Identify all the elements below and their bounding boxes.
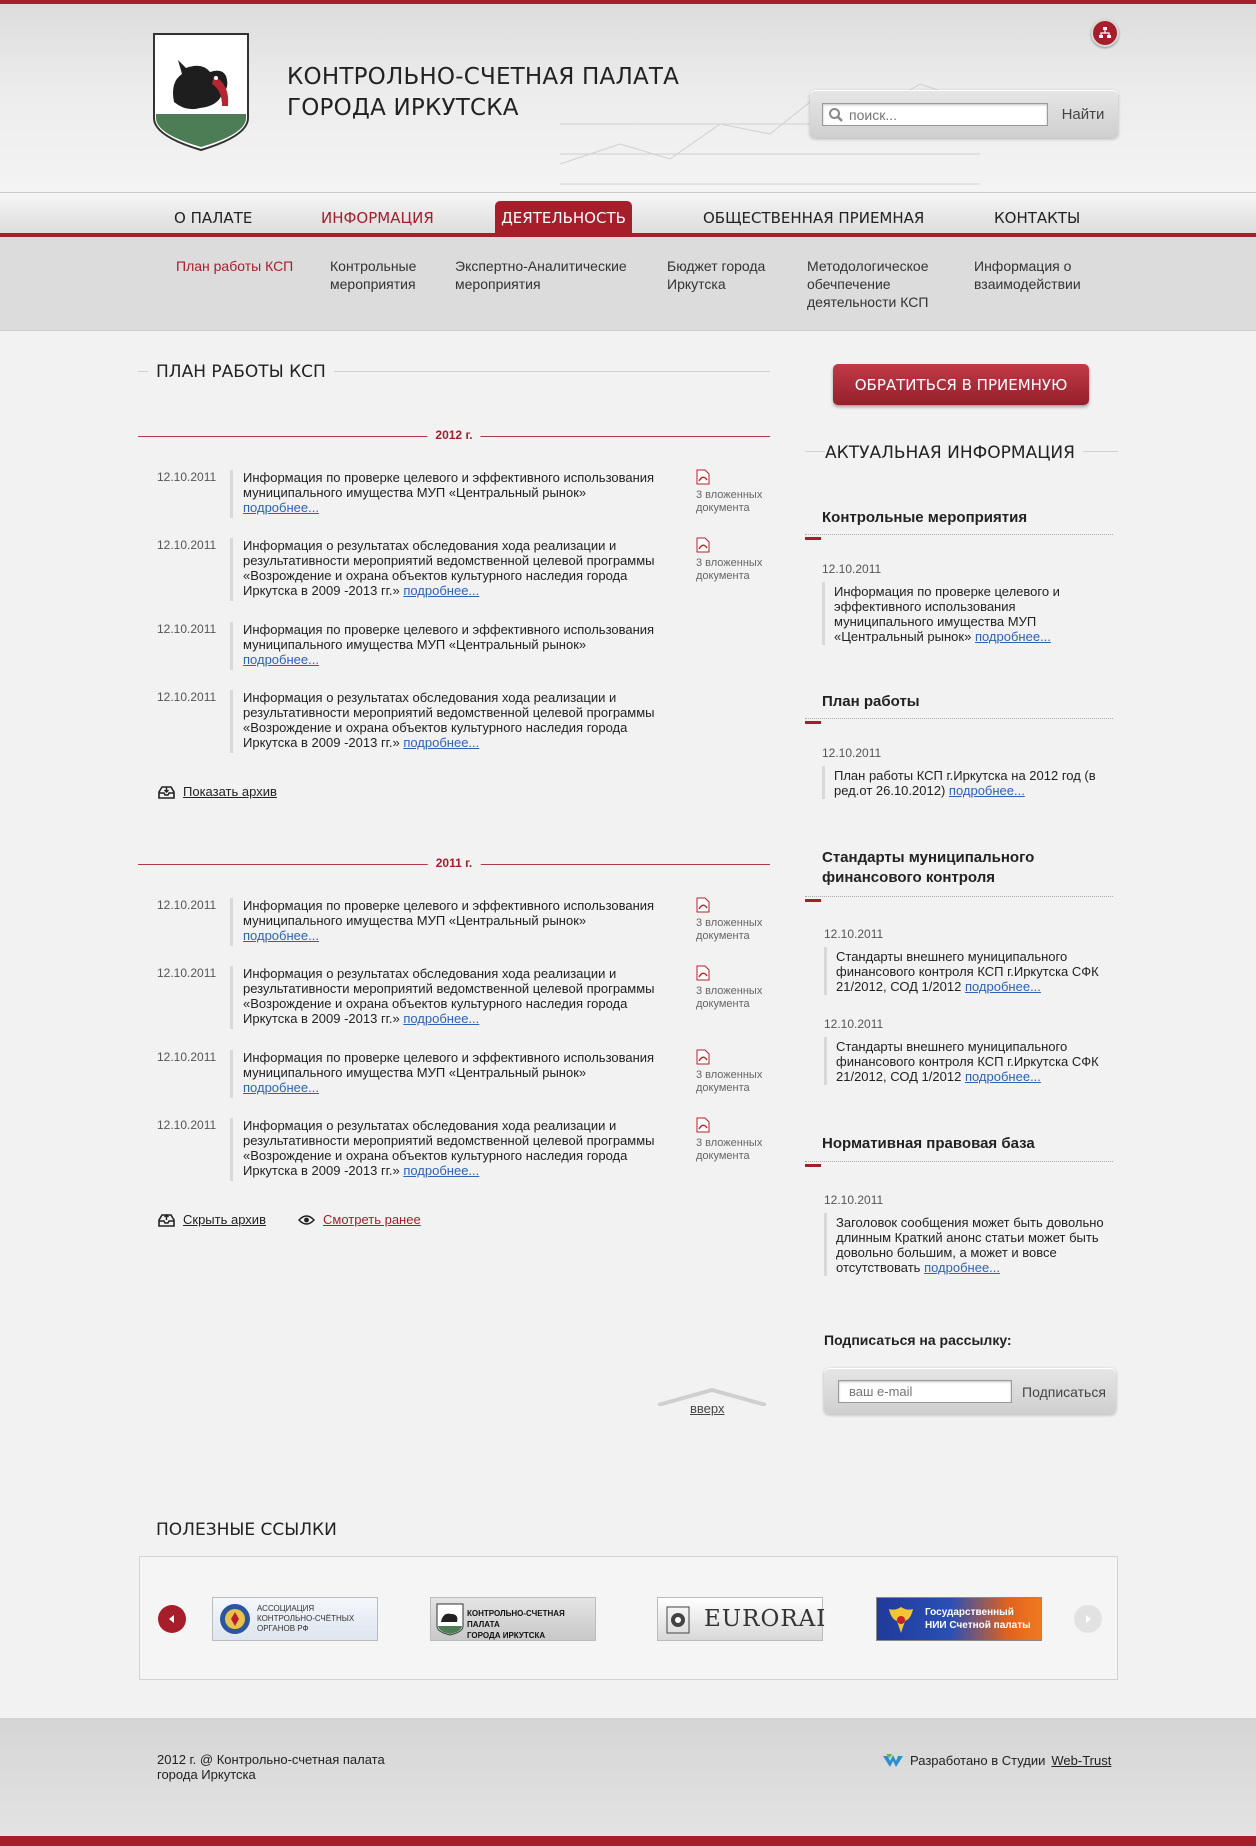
sidebar-entry-body: Стандарты внешнего муниципального финансового контроля КСП г.Иркутска СФК 21/2012, СОД 1/2012 [836,949,1099,994]
doc-bar [230,622,233,670]
carousel-next-button[interactable] [1074,1605,1102,1633]
attachments-count: 3 вложенных документа [696,557,763,582]
nav-item-contacts[interactable]: КОНТАКТЫ [994,209,1081,227]
doc-text [243,966,663,1026]
hide-archive-label: Скрыть архив [183,1212,266,1227]
sidebar-section-divider [805,896,1113,897]
doc-bar [230,898,233,946]
pdf-icon[interactable] [696,965,710,981]
more-link[interactable]: подробнее... [924,1260,1001,1275]
sidebar-entry-text [834,584,1114,644]
carousel-prev-button[interactable] [158,1605,186,1633]
sidebar-section-divider [805,534,1113,535]
sidebar-section-divider [805,718,1113,719]
sidebar-entry-body: Стандарты внешнего муниципального финансового контроля КСП г.Иркутска СФК 21/2012, СОД 1/2012 [836,1039,1099,1084]
ksp-logo-text: КОНТРОЛЬНО-СЧЕТНАЯ ПАЛАТА ГОРОДА ИРКУТСКА [467,1609,565,1640]
subscribe-box [824,1368,1116,1414]
subnav-item-budget[interactable]: Бюджет города Иркутска [667,258,766,292]
doc-date: 12.10.2011 [157,470,217,484]
attachments-count: 3 вложенных документа [696,917,763,942]
sidebar-entry-body: План работы КСП г.Иркутска на 2012 год (в ред.от 26.10.2012) [834,768,1096,798]
footer-copyright-line2: города Иркутска [157,1767,256,1782]
city-crest-icon[interactable] [152,32,250,152]
sidebar-section-marker [805,1164,821,1167]
more-link[interactable]: подробнее... [403,1011,480,1026]
page-title: ПЛАН РАБОТЫ КСП [148,362,334,382]
logo-ksp-irkutsk[interactable] [430,1597,596,1641]
sidebar-entry-bar [824,1037,827,1085]
logo-nii[interactable] [876,1597,1042,1641]
doc-date: 12.10.2011 [157,622,217,636]
doc-text [243,690,663,750]
doc-date: 12.10.2011 [157,1118,217,1132]
logo-eurorai[interactable] [657,1597,827,1641]
more-link[interactable]: подробнее... [243,928,319,943]
attachments-count: 3 вложенных документа [696,489,763,514]
more-link[interactable]: подробнее... [243,1080,319,1095]
search-button[interactable]: Найти [1054,103,1112,126]
subnav-item-expert[interactable]: Экспертно-Аналитические мероприятия [455,258,627,292]
bottom-accent-line [0,1836,1256,1846]
sidebar-entry-date: 12.10.2011 [824,1017,884,1031]
site-title-line1: КОНТРОЛЬНО-СЧЕТНАЯ ПАЛАТА [287,64,680,90]
footer-developer [882,1752,1111,1768]
doc-bar [230,470,233,518]
subnav-item-methodology[interactable]: Методологическое обечпечение деятельности КСП [807,258,929,310]
doc-date: 12.10.2011 [157,966,217,980]
sidebar-title: АКТУАЛЬНАЯ ИНФОРМАЦИЯ [825,443,1083,463]
site-title-line2: ГОРОДА ИРКУТСКА [287,95,519,121]
doc-date: 12.10.2011 [157,898,217,912]
sidebar-entry-text [836,949,1116,994]
doc-text-body: Информация о результатах обследования хода реализации и результативности мероприятий ведомственной целевой программы «Возрождение и охрана объектов культурного наследия города Иркутска в 2009 -2013 гг.» [243,538,655,598]
more-link[interactable]: подробнее... [243,500,319,515]
subscribe-email-input[interactable] [838,1380,1012,1403]
subscribe-label: Подписаться на рассылку: [824,1332,1012,1348]
year-divider-2012 [138,428,770,442]
arrow-right-icon [1083,1614,1093,1624]
nav-item-information[interactable]: ИНФОРМАЦИЯ [321,209,434,227]
web-trust-link[interactable]: Web-Trust [1051,1752,1112,1768]
pdf-icon[interactable] [696,469,710,485]
doc-text-body: Информация о результатах обследования хода реализации и результативности мероприятий ведомственной целевой программы «Возрождение и охрана объектов культурного наследия города Иркутска в 2009 -2013 гг.» [243,1118,655,1178]
hide-archive-link[interactable] [158,1212,266,1227]
sidebar-section-marker [805,537,821,540]
subnav-item-interaction[interactable]: Информация о взаимодействии [974,258,1081,292]
sidebar-entry-text [836,1039,1116,1084]
sidebar-section-marker [805,899,821,902]
doc-bar [230,1050,233,1098]
sitemap-icon [1098,26,1112,40]
archive-icon [158,785,175,799]
doc-text [243,470,663,515]
doc-bar [230,966,233,1029]
association-emblem-icon [219,1603,251,1635]
doc-text-body: Информация о результатах обследования хода реализации и результативности мероприятий ведомственной целевой программы «Возрождение и охрана объектов культурного наследия города Иркутска в 2009 -2013 гг.» [243,966,655,1026]
doc-text-body: Информация по проверке целевого и эффективного использования муниципального имущества МУП «Центральный рынок» [243,1050,655,1080]
association-logo-text: АССОЦИАЦИЯ КОНТРОЛЬНО-СЧЁТНЫХ ОРГАНОВ РФ [257,1604,355,1633]
year-label: 2012 г. [427,428,480,442]
sidebar-section-heading[interactable]: Стандарты муниципального финансового контроля [822,849,1035,886]
sub-nav [0,237,1256,331]
search-input[interactable] [822,103,1048,126]
sidebar-section-divider [805,1161,1113,1162]
double-eagle-icon [885,1603,917,1637]
sidebar-entry-bar [824,1213,827,1276]
sidebar-entry-bar [824,947,827,995]
useful-links-carousel [139,1556,1118,1680]
attachments-count: 3 вложенных документа [696,1069,763,1094]
web-trust-logo-icon [882,1752,904,1768]
doc-bar [230,538,233,601]
eye-icon [298,1214,315,1226]
doc-text-body: Информация по проверке целевого и эффективного использования муниципального имущества МУП «Центральный рынок» [243,898,655,928]
sidebar-entry-date: 12.10.2011 [824,927,884,941]
sidebar-entry-body: Информация по проверке целевого и эффективного использования муниципального имущества МУП «Центральный рынок» [834,584,1060,644]
logo-association[interactable] [212,1597,378,1641]
sidebar-entry-bar [822,582,825,645]
footer-copyright-line1: 2012 г. @ Контрольно-счетная палата [157,1752,385,1767]
doc-bar [230,690,233,753]
pdf-icon[interactable] [696,897,710,913]
year-label: 2011 г. [428,856,481,870]
sidebar-section-heading[interactable]: Нормативная правовая база [822,1135,1035,1152]
doc-text [243,898,663,943]
nii-logo-text: Государственный НИИ Счетной палаты [925,1607,1031,1631]
site-title[interactable] [287,62,679,124]
footer-copyright [157,1752,385,1782]
attachments-count: 3 вложенных документа [696,1137,763,1162]
arrow-left-icon [167,1614,177,1624]
pdf-icon[interactable] [696,1049,710,1065]
more-link[interactable]: подробнее... [974,629,1051,644]
see-earlier-label: Смотреть ранее [323,1212,421,1227]
more-link[interactable]: подробнее... [403,735,480,750]
doc-date: 12.10.2011 [157,538,217,552]
see-earlier-link[interactable] [298,1212,421,1227]
doc-text [243,1118,663,1178]
back-to-top[interactable] [656,1388,768,1418]
attachments-count: 3 вложенных документа [696,985,763,1010]
sidebar-entry-date: 12.10.2011 [822,746,882,760]
subnav-item-work-plan[interactable]: План работы КСП [176,258,294,274]
more-link[interactable]: подробнее... [964,1069,1041,1084]
contact-reception-button[interactable]: ОБРАТИТЬСЯ В ПРИЕМНУЮ [833,364,1089,405]
pdf-icon[interactable] [696,1117,710,1133]
doc-date: 12.10.2011 [157,1050,217,1064]
nav-item-activity[interactable]: ДЕЯТЕЛЬНОСТЬ [495,201,632,235]
doc-text [243,622,663,667]
pdf-icon[interactable] [696,537,710,553]
sidebar-entry-date: 12.10.2011 [824,1193,884,1207]
show-archive-link[interactable] [158,784,277,799]
nav-item-reception[interactable]: ОБЩЕСТВЕННАЯ ПРИЕМНАЯ [703,209,925,227]
ksp-crest-icon [435,1602,465,1636]
doc-text [243,538,663,598]
more-link[interactable]: подробнее... [948,783,1025,798]
sidebar-entry-text [834,768,1114,798]
sidebar-entry-bar [822,766,825,799]
sitemap-button[interactable] [1091,19,1119,47]
search-box [810,90,1118,138]
doc-text [243,1050,663,1095]
doc-text-body: Информация по проверке целевого и эффективного использования муниципального имущества МУП «Центральный рынок» [243,470,655,500]
sidebar-entry-text [836,1215,1116,1275]
show-archive-label: Показать архив [183,784,277,799]
subscribe-button[interactable]: Подписаться [1018,1380,1110,1403]
doc-text-body: Информация о результатах обследования хода реализации и результативности мероприятий ведомственной целевой программы «Возрождение и охрана объектов культурного наследия города Иркутска в 2009 -2013 гг.» [243,690,655,750]
search-icon [828,107,844,123]
doc-text-body: Информация по проверке целевого и эффективного использования муниципального имущества МУП «Центральный рынок» [243,622,655,652]
more-link[interactable]: подробнее... [403,583,480,598]
useful-links-title: ПОЛЕЗНЫЕ ССЫЛКИ [156,1520,337,1540]
eurorai-emblem-icon [666,1606,690,1634]
more-link[interactable]: подробнее... [403,1163,480,1178]
nav-item-about[interactable]: О ПАЛАТЕ [174,209,253,227]
doc-date: 12.10.2011 [157,690,217,704]
doc-bar [230,1118,233,1181]
sidebar-section-marker [805,721,821,724]
archive-icon [158,1213,175,1227]
sidebar-entry-date: 12.10.2011 [822,562,882,576]
more-link[interactable]: подробнее... [243,652,319,667]
year-divider-2011 [138,856,770,870]
footer-dev-text: Разработано в Студии [910,1752,1046,1768]
sidebar-section-heading[interactable]: План работы [822,693,920,710]
back-to-top-label: вверх [690,1401,725,1416]
subnav-item-control[interactable]: Контрольные мероприятия [330,258,417,292]
more-link[interactable]: подробнее... [964,979,1041,994]
sidebar-entry-body: Заголовок сообщения может быть довольно длинным Краткий анонс статьи может быть довольно большим, а может и вовсе отсутствовать [836,1215,1104,1275]
eurorai-logo-text: EURORAI [704,1606,827,1632]
sidebar-section-heading[interactable]: Контрольные мероприятия [822,509,1028,526]
